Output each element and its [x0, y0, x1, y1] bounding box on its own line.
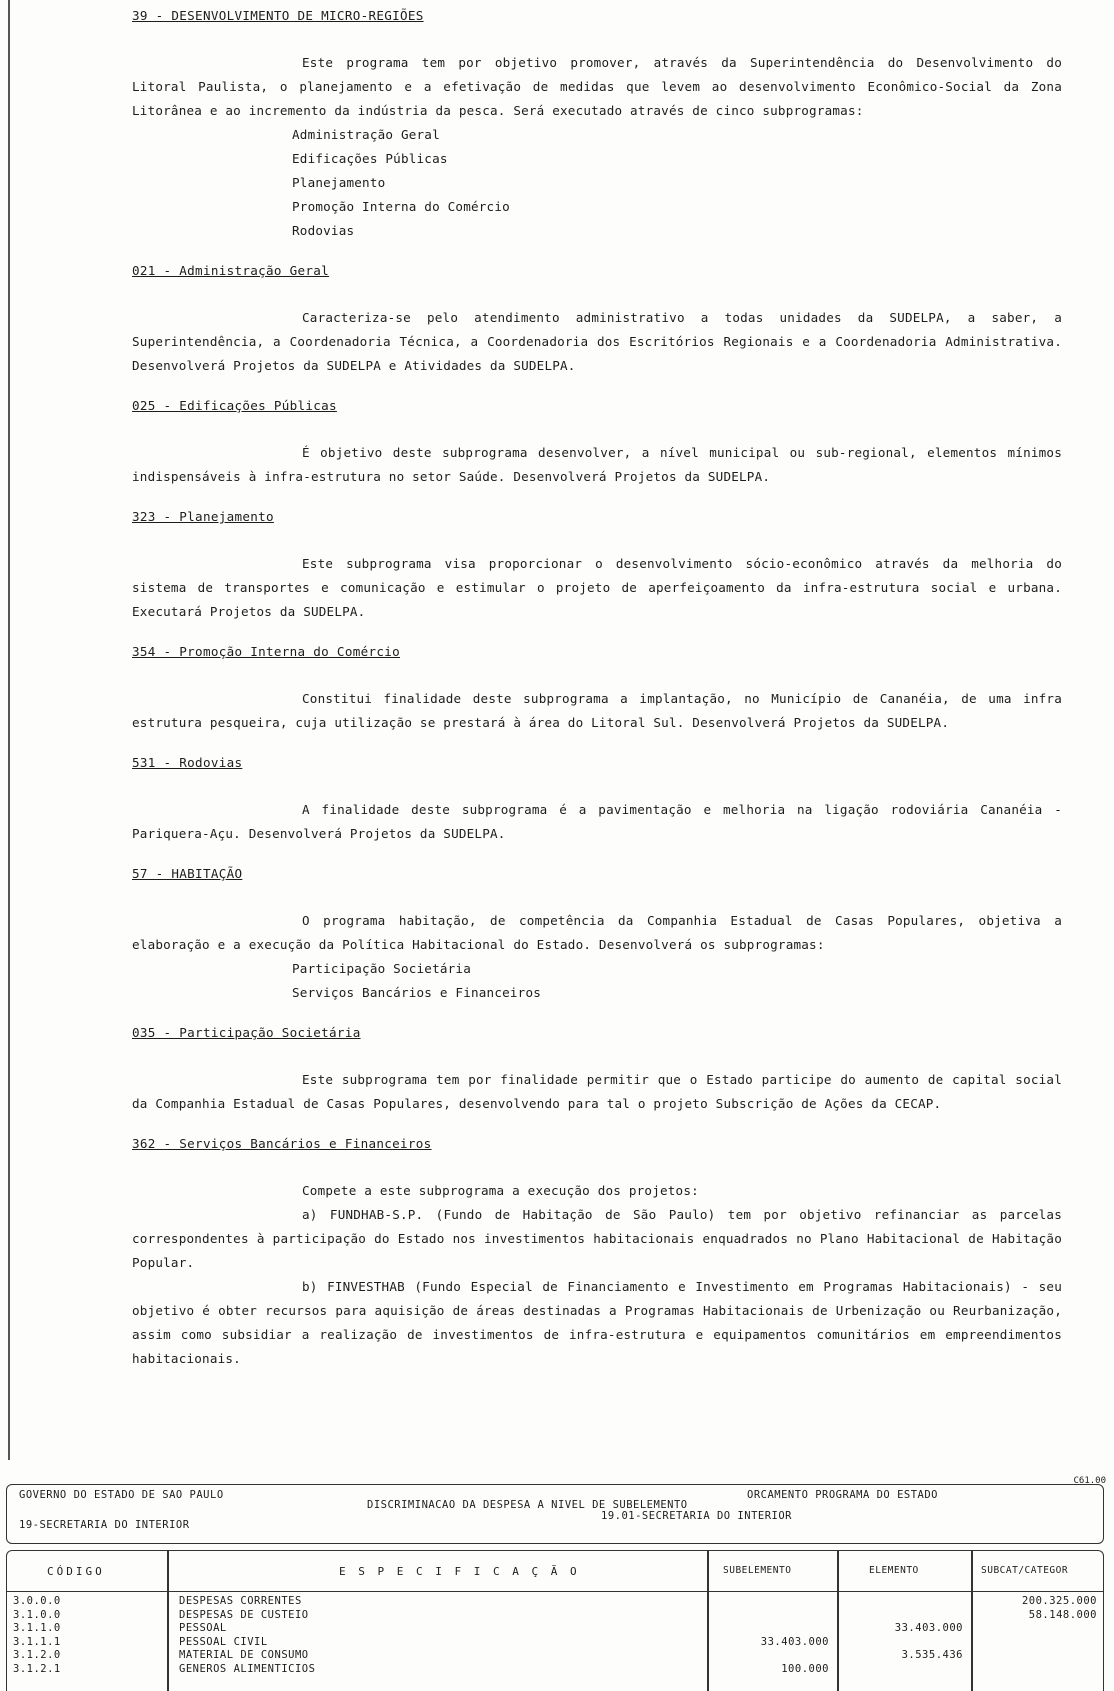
section-heading: 025 - Edificações Públicas — [132, 398, 337, 413]
table-cell-espec: PESSOAL — [179, 1622, 227, 1634]
paragraph: O programa habitação, de competência da Companhia Estadual de Casas Populares, objetiva a elaboração e a execução da Política Habitacional do Estado. Desenvolverá os subprogramas: — [132, 913, 1062, 952]
section-heading: 531 - Rodovias — [132, 755, 243, 770]
subprogram-list-item: Participação Societária — [292, 961, 471, 976]
table-cell-codigo: 3.0.0.0 — [13, 1595, 61, 1607]
col-divider — [167, 1551, 169, 1691]
subcat-column — [977, 1595, 1097, 1676]
section-heading: 323 - Planejamento — [132, 509, 274, 524]
table-cell-subcat: 58.148.000 — [1028, 1608, 1097, 1621]
table-cell-subcat — [977, 1663, 1097, 1677]
section-heading: 021 - Administração Geral — [132, 263, 330, 278]
table-cell-subelemento: 33.403.000 — [760, 1635, 829, 1648]
col-header-codigo: CÓDIGO — [47, 1565, 105, 1578]
discrimination-label: DISCRIMINACAO DA DESPESA A NIVEL DE SUBELEMENTO — [367, 1499, 688, 1511]
table-cell-elemento — [843, 1663, 963, 1677]
table-cell-elemento — [843, 1636, 963, 1650]
paragraph: Compete a este subprograma a execução dos projetos: — [302, 1183, 699, 1198]
budget-header-box — [6, 1484, 1104, 1544]
table-cell-elemento — [843, 1609, 963, 1623]
table-cell-subcat: 200.325.000 — [1021, 1595, 1097, 1607]
paragraph: a) FUNDHAB-S.P. (Fundo de Habitação de São Paulo) tem por objetivo refinanciar as parcelas correspondentes à participação do Estado nos investimentos habitacionais enquadrados no Plano Habitacional de Habitação Popular. — [132, 1207, 1062, 1270]
subprogram-list-item: Planejamento — [292, 175, 386, 190]
table-cell-codigo: 3.1.1.0 — [13, 1622, 61, 1634]
subelemento-column — [713, 1595, 829, 1676]
col-divider — [971, 1551, 973, 1691]
section-heading: 354 - Promoção Interna do Comércio — [132, 644, 400, 659]
subprogram-list-item: Edificações Públicas — [292, 151, 448, 166]
table-cell-subcat — [977, 1636, 1097, 1650]
table-cell-subelemento — [713, 1595, 829, 1609]
secretariat-label: 19-SECRETARIA DO INTERIOR — [19, 1519, 190, 1531]
col-header-subelemento: SUBELEMENTO — [723, 1565, 792, 1576]
table-cell-codigo: 3.1.0.0 — [13, 1608, 61, 1621]
subprogram-list-item: Serviços Bancários e Financeiros — [292, 985, 542, 1000]
table-cell-espec: PESSOAL CIVIL — [179, 1635, 268, 1648]
table-cell-elemento — [843, 1595, 963, 1609]
subprogram-list — [132, 123, 1062, 243]
table-cell-subelemento — [713, 1649, 829, 1663]
col-header-especificacao: E S P E C I F I C A Ç Ã O — [339, 1565, 580, 1578]
subprogram-list — [132, 957, 1062, 1005]
table-cell-codigo: 3.1.2.0 — [13, 1649, 61, 1661]
table-cell-elemento: 33.403.000 — [894, 1622, 963, 1634]
paragraph: b) FINVESTHAB (Fundo Especial de Financiamento e Investimento em Programas Habitacionais) - seu objetivo é obter recursos para aquisição de áreas destinadas a Programas Habitacionais de Urbenização ou Reurbanização, assim como subsidiar a realização de investimentos de infra-estrutura e equipamentos comunitários em empreendimentos habitacionais. — [132, 1279, 1062, 1366]
paragraph: Este subprograma visa proporcionar o desenvolvimento sócio-econômico através da melhoria do sistema de transportes e comunicação e estimular o projeto de aperfeiçoamento da infra-estrutura social e urbana. Executará Projetos da SUDELPA. — [132, 556, 1062, 619]
table-cell-espec: MATERIAL DE CONSUMO — [179, 1649, 309, 1661]
table-cell-espec: DESPESAS CORRENTES — [179, 1595, 302, 1607]
paragraph: É objetivo deste subprograma desenvolver, a nível municipal ou sub-regional, elementos mínimos indispensáveis à infra-estrutura no setor Saúde. Desenvolverá Projetos da SUDELPA. — [132, 445, 1062, 484]
subprogram-list-item: Promoção Interna do Comércio — [292, 199, 510, 214]
paragraph: A finalidade deste subprograma é a pavimentação e melhoria na ligação rodoviária Cananéia - Pariquera-Açu. Desenvolverá Projetos da SUDELPA. — [132, 802, 1062, 841]
table-cell-espec: GENEROS ALIMENTICIOS — [179, 1662, 316, 1675]
section-heading: 035 - Participação Societária — [132, 1025, 361, 1040]
section-heading: 39 - DESENVOLVIMENTO DE MICRO-REGIÕES — [132, 8, 424, 23]
document-body — [132, 8, 1062, 1371]
especificacao-column — [179, 1595, 315, 1676]
col-divider — [837, 1551, 839, 1691]
table-cell-espec: DESPESAS DE CUSTEIO — [179, 1608, 309, 1621]
section-heading: 362 - Serviços Bancários e Financeiros — [132, 1136, 432, 1151]
codigo-column — [13, 1595, 61, 1676]
table-cell-codigo: 3.1.1.1 — [13, 1635, 61, 1648]
paragraph: Caracteriza-se pelo atendimento administrativo a todas unidades da SUDELPA, a saber, a Superintendência, a Coordenadoria Técnica, a Coordenadoria dos Escritórios Regionais e a Coordenadoria Administrativa. Desenvolverá Projetos da SUDELPA e Atividades da SUDELPA. — [132, 310, 1062, 373]
budget-program-label: ORCAMENTO PROGRAMA DO ESTADO — [747, 1489, 939, 1501]
table-cell-subcat — [977, 1622, 1097, 1636]
header-divider — [7, 1591, 1103, 1592]
unit-label: 19.01-SECRETARIA DO INTERIOR — [601, 1510, 793, 1522]
section-heading: 57 - HABITAÇÃO — [132, 866, 243, 881]
table-cell-subelemento — [713, 1622, 829, 1636]
budget-table — [6, 1550, 1104, 1691]
government-label: GOVERNO DO ESTADO DE SAO PAULO — [19, 1489, 224, 1501]
col-header-elemento: ELEMENTO — [869, 1565, 919, 1576]
left-margin-line — [8, 0, 10, 1460]
paragraph: Este programa tem por objetivo promover, através da Superintendência do Desenvolvimento do Litoral Paulista, o planejamento e a efetivação de medidas que levem ao desenvolvimento Econômico-Social da Zona Litorânea e ao incremento da indústria da pesca. Será executado através de cinco subprogramas: — [132, 55, 1062, 118]
col-divider — [707, 1551, 709, 1691]
table-cell-codigo: 3.1.2.1 — [13, 1662, 61, 1675]
table-cell-subcat — [977, 1649, 1097, 1663]
subprogram-list-item: Administração Geral — [292, 127, 440, 142]
elemento-column — [843, 1595, 963, 1676]
col-header-subcat: SUBCAT/CATEGOR — [981, 1565, 1069, 1576]
table-cell-subelemento: 100.000 — [781, 1662, 829, 1675]
form-code: C61.00 — [1073, 1476, 1106, 1486]
paragraph: Este subprograma tem por finalidade permitir que o Estado participe do aumento de capital social da Companhia Estadual de Casas Populares, desenvolvendo para tal o projeto Subscrição de Ações da CECAP. — [132, 1072, 1062, 1111]
paragraph: Constitui finalidade deste subprograma a implantação, no Município de Cananéia, de uma infra estrutura pesqueira, cuja utilização se prestará à área do Litoral Sul. Desenvolverá Projetos da SUDELPA. — [132, 691, 1062, 730]
table-cell-elemento: 3.535.436 — [901, 1649, 963, 1661]
subprogram-list-item: Rodovias — [292, 223, 355, 238]
table-cell-subelemento — [713, 1609, 829, 1623]
